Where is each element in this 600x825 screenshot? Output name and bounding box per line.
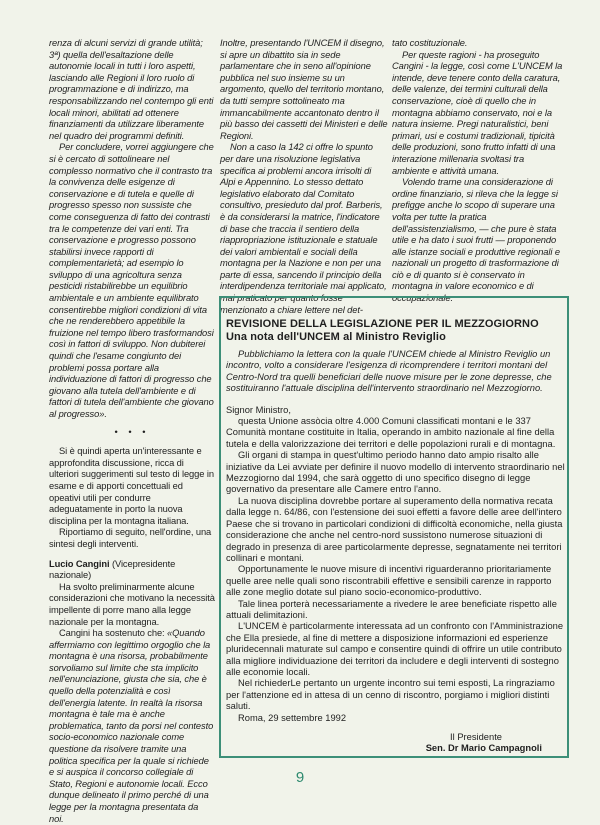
col3-paragraph-3: Volendo trarne una considerazione di ordine finanziario, si rileva che la legge si prefigge anche lo scopo di superare una volta per tutte la pratica dell'assistenzialismo, — che pure è stata utile e ha dato i suoi frutti — proponendo alle istanze sociali e produttive regionali e nazionali un progetto di trasformazione di ciò e di quanto si è conservato in montagna in valore economico e di occupazionale. <box>392 177 560 304</box>
letter-paragraph-7: Nel richiederLe pertanto un urgente incontro sui temi esposti, La ringraziamo per l'attenzione ed in attesa di un cenno di riscontro, porgiamo i migliori distinti saluti. <box>226 678 555 712</box>
box-subtitle: Una nota dell'UNCEM al Ministro Reviglio <box>226 331 446 343</box>
speaker-heading <box>49 559 215 582</box>
letter-paragraph-4: Opportunamente le nuove misure di incentivi riguarderanno prioritariamente quelle aree nelle quali sono riscontrabili effettive e sensibili carenze in rapporto alle zone meglio dotate sul piano socio-economico-produttivo. <box>226 564 552 598</box>
col2-paragraph-2: Non a caso la 142 ci offre lo spunto per dare una risoluzione legislativa specifica ai problemi ancora irrisolti di Alpi e Appennino. Lo stesso dettato legislativo elaborato dal Comitato consultivo, presieduto dal prof. Barberis, è da considerarsi la matrice, l'indicatore di base che traccia il sentiero della riappropriazione istituzionale e statuale dei valori ambientali e sociali della montagna per la Nazione e non per una parte di essa, sancendo il principio della interdipendenza territoriale mai applicato, mai praticato per quanto fosse menzionato a chiare lettere nel det- <box>220 142 387 315</box>
letter-paragraph-6: L'UNCEM è particolarmente interessata ad un confronto con l'Amministrazione che Ella presiede, al fine di mettere a disposizione informazioni ed esperienze pluridecennali maturate sul campo e consentire quindi di offrire un utile contributo alla migliore individuazione dei territori da includere e degli interventi di sostegno alle economie locali. <box>226 621 564 677</box>
col1-paragraph-3: Si è quindi aperta un'interessante e approfondita discussione, ricca di ulteriori suggerimenti sul testo di legge in esame e di apporti concettuali ed opeativi utili per condurre adeguatamente in porto la nuova disciplina per la montagna italiana. <box>49 446 214 526</box>
frame-top-line <box>219 296 569 298</box>
frame-bottom-line <box>219 756 569 758</box>
letter-paragraph-1: questa Unione assòcia oltre 4.000 Comuni classificati montani e le 337 Comunità montane costituite in Italia, operando in ambito nazionale al fine della tutela e della valorizzazione dei territori e delle popolazioni rurali e di montagna. <box>226 416 556 449</box>
column-2 <box>220 38 388 316</box>
letter-paragraph-3: La nuova disciplina dovrebbe portare al superamento della normativa recata dalla legge n. 64/86, con l'estensione dei suoi effetti a favore delle aree dell'intero Paese che si trovano in particolari condizioni di difficoltà economiche, nella giusta considerazione che anche nel centro-nord sussistono numerose situazioni di degrado in presenza di aree particolarmente depresse, segnatamente nei territori collinari e montani. <box>226 495 563 563</box>
col3-paragraph-2: Per queste ragioni - ha proseguito Cangini - la legge, così come L'UNCEM la intende, deve tenere conto della caratura, delle valenze, dei termini culturali della conservazione, cioè di quello che in montagna abbiamo conservato, noi e la natura insieme. Pregi naturalistici, beni primari, usi e costumi tradizionali, tipicità delle produzioni, sono frutto infatti di una interazione millenaria svoltasi tra ambiente e attività umana. <box>392 49 563 176</box>
col1-paragraph-4: Riportiamo di seguito, nell'ordine, una sintesi degli interventi. <box>49 527 212 549</box>
frame-right-line <box>567 296 569 756</box>
letter-salutation: Signor Ministro, <box>226 404 291 415</box>
col2-paragraph-1: Inoltre, presentando l'UNCEM il disegno, si apre un dibattito sia in sede parlamentare che in seno all'opinione pubblica nel suo insieme su un argomento, quello del territorio montano, da tutti sempre sottolineato ma immancabilmente accantonato dentro il più basso dei cassetti dei Ministeri e delle Regioni. <box>220 38 388 141</box>
col1-paragraph-2: Per concludere, vorrei aggiungere che si è cercato di sottolineare nel complesso normativo che il contrasto tra la convivenza delle esigenze di conservazione e di tutela e quelle di progresso spesso non sussiste che come conseguenza di fatto dei contrasti tra le competenze dei vari enti. Tra conservazione e progresso possono stabilirsi invece rapporti di complementarietà; ad esempio lo sviluppo di una agricoltura senza pesticidi ristabilirebbe un equilibrio ambientale e un ambiente equilibrato consentirebbe migliori condizioni di vita che ne renderebbero appetibile la fruizione nel tempo libero trasformandosi così in fattori di sviluppo. Non dubiterei quindi che l'esame congiunto dei problemi possa portare alla individuazione di fattori di progresso che giovano alla tutela dell'ambiente e di fattori di tutela dell'ambiente che giovano al progresso». <box>49 142 214 419</box>
col1-paragraph-6-quote: «Quando affermiamo con legittimo orgoglio che la montagna è una risorsa, probabilmente sorvoliamo sul limite che sta implicito nell'enunciazione, giusta che sia, che è quello della potenzialità e così dell'energia latente. In realtà la risorsa montagna è tale ma è anche problematica, tanto da porsi nel contesto socio-economico nazionale come questione da risolvere tramite una politica specifica per la quale si richiede e si auspica il concorso collegiale di Stato, Regioni e autonomie locali. Ecco dunque delineato il primo perché di una legge per la montagna presentata da noi. <box>49 628 214 824</box>
speaker-name: Lucio Cangini <box>49 558 110 569</box>
frame-left-line <box>219 296 221 756</box>
col1-paragraph-1: renza di alcuni servizi di grande utilità; 3ª) quella dell'esaltazione delle autonomie locali in tutti i loro aspetti, lasciando alle Regioni il loro ruolo di programmazione e di indirizzo, ma responsabilizzando nel contempo gli enti locali minori, abilitati ad ottenere finanziamenti da utilizzare liberamente nel quadro dei programmi definiti. <box>49 38 214 141</box>
col1-paragraph-5: Ha svolto preliminarmente alcune considerazioni che motivano la necessità impellente di porre mano alla legge nazionale per la montagna. <box>49 581 215 627</box>
speaker-role: (Vicepresidente nazionale) <box>49 558 176 581</box>
col3-paragraph-1: tato costituzionale. <box>392 38 468 48</box>
letter-paragraph-5: Tale linea porterà necessariamente a rivedere le aree beneficiate rispetto alle attuali delimitazioni. <box>226 598 557 620</box>
section-separator: • • • <box>114 426 150 437</box>
column-3 <box>392 38 564 305</box>
letter-paragraph-2: Gli organi di stampa in quest'ultimo periodo hanno dato ampio risalto alle iniziative da Lei avviate per definire il nuovo modello di intervento straordinario nel Mezzogiorno dal 1994, che sarà oggetto di uno specifico disegno di legge governativo da presentare alle Camere entro l'anno. <box>226 450 565 495</box>
letter-date: Roma, 29 settembre 1992 <box>238 712 347 723</box>
page-number: 9 <box>295 769 305 786</box>
box-intro: Pubblichiamo la lettera con la quale l'UNCEM chiede al Ministro Reviglio un incontro, volto a considerare l'esigenza di ricomprendere i territori montani del Centro-Nord tra quelli beneficiari delle nuove misure per le zone depresse, che sostituiranno l'attuale disciplina dell'intervento straordinario nel Mezzogiorno. <box>226 349 552 394</box>
col1-paragraph-6-lead: Cangini ha sostenuto che: <box>59 628 168 639</box>
box-title: REVISIONE DELLA LEGISLAZIONE PER IL MEZZOGIORNO <box>226 318 539 330</box>
signature-name: Sen. Dr Mario Campagnoli <box>425 743 542 754</box>
letter-box <box>226 318 566 755</box>
col1-paragraph-6 <box>49 628 215 825</box>
signature-role: Il Presidente <box>450 732 502 742</box>
column-1 <box>49 38 215 825</box>
